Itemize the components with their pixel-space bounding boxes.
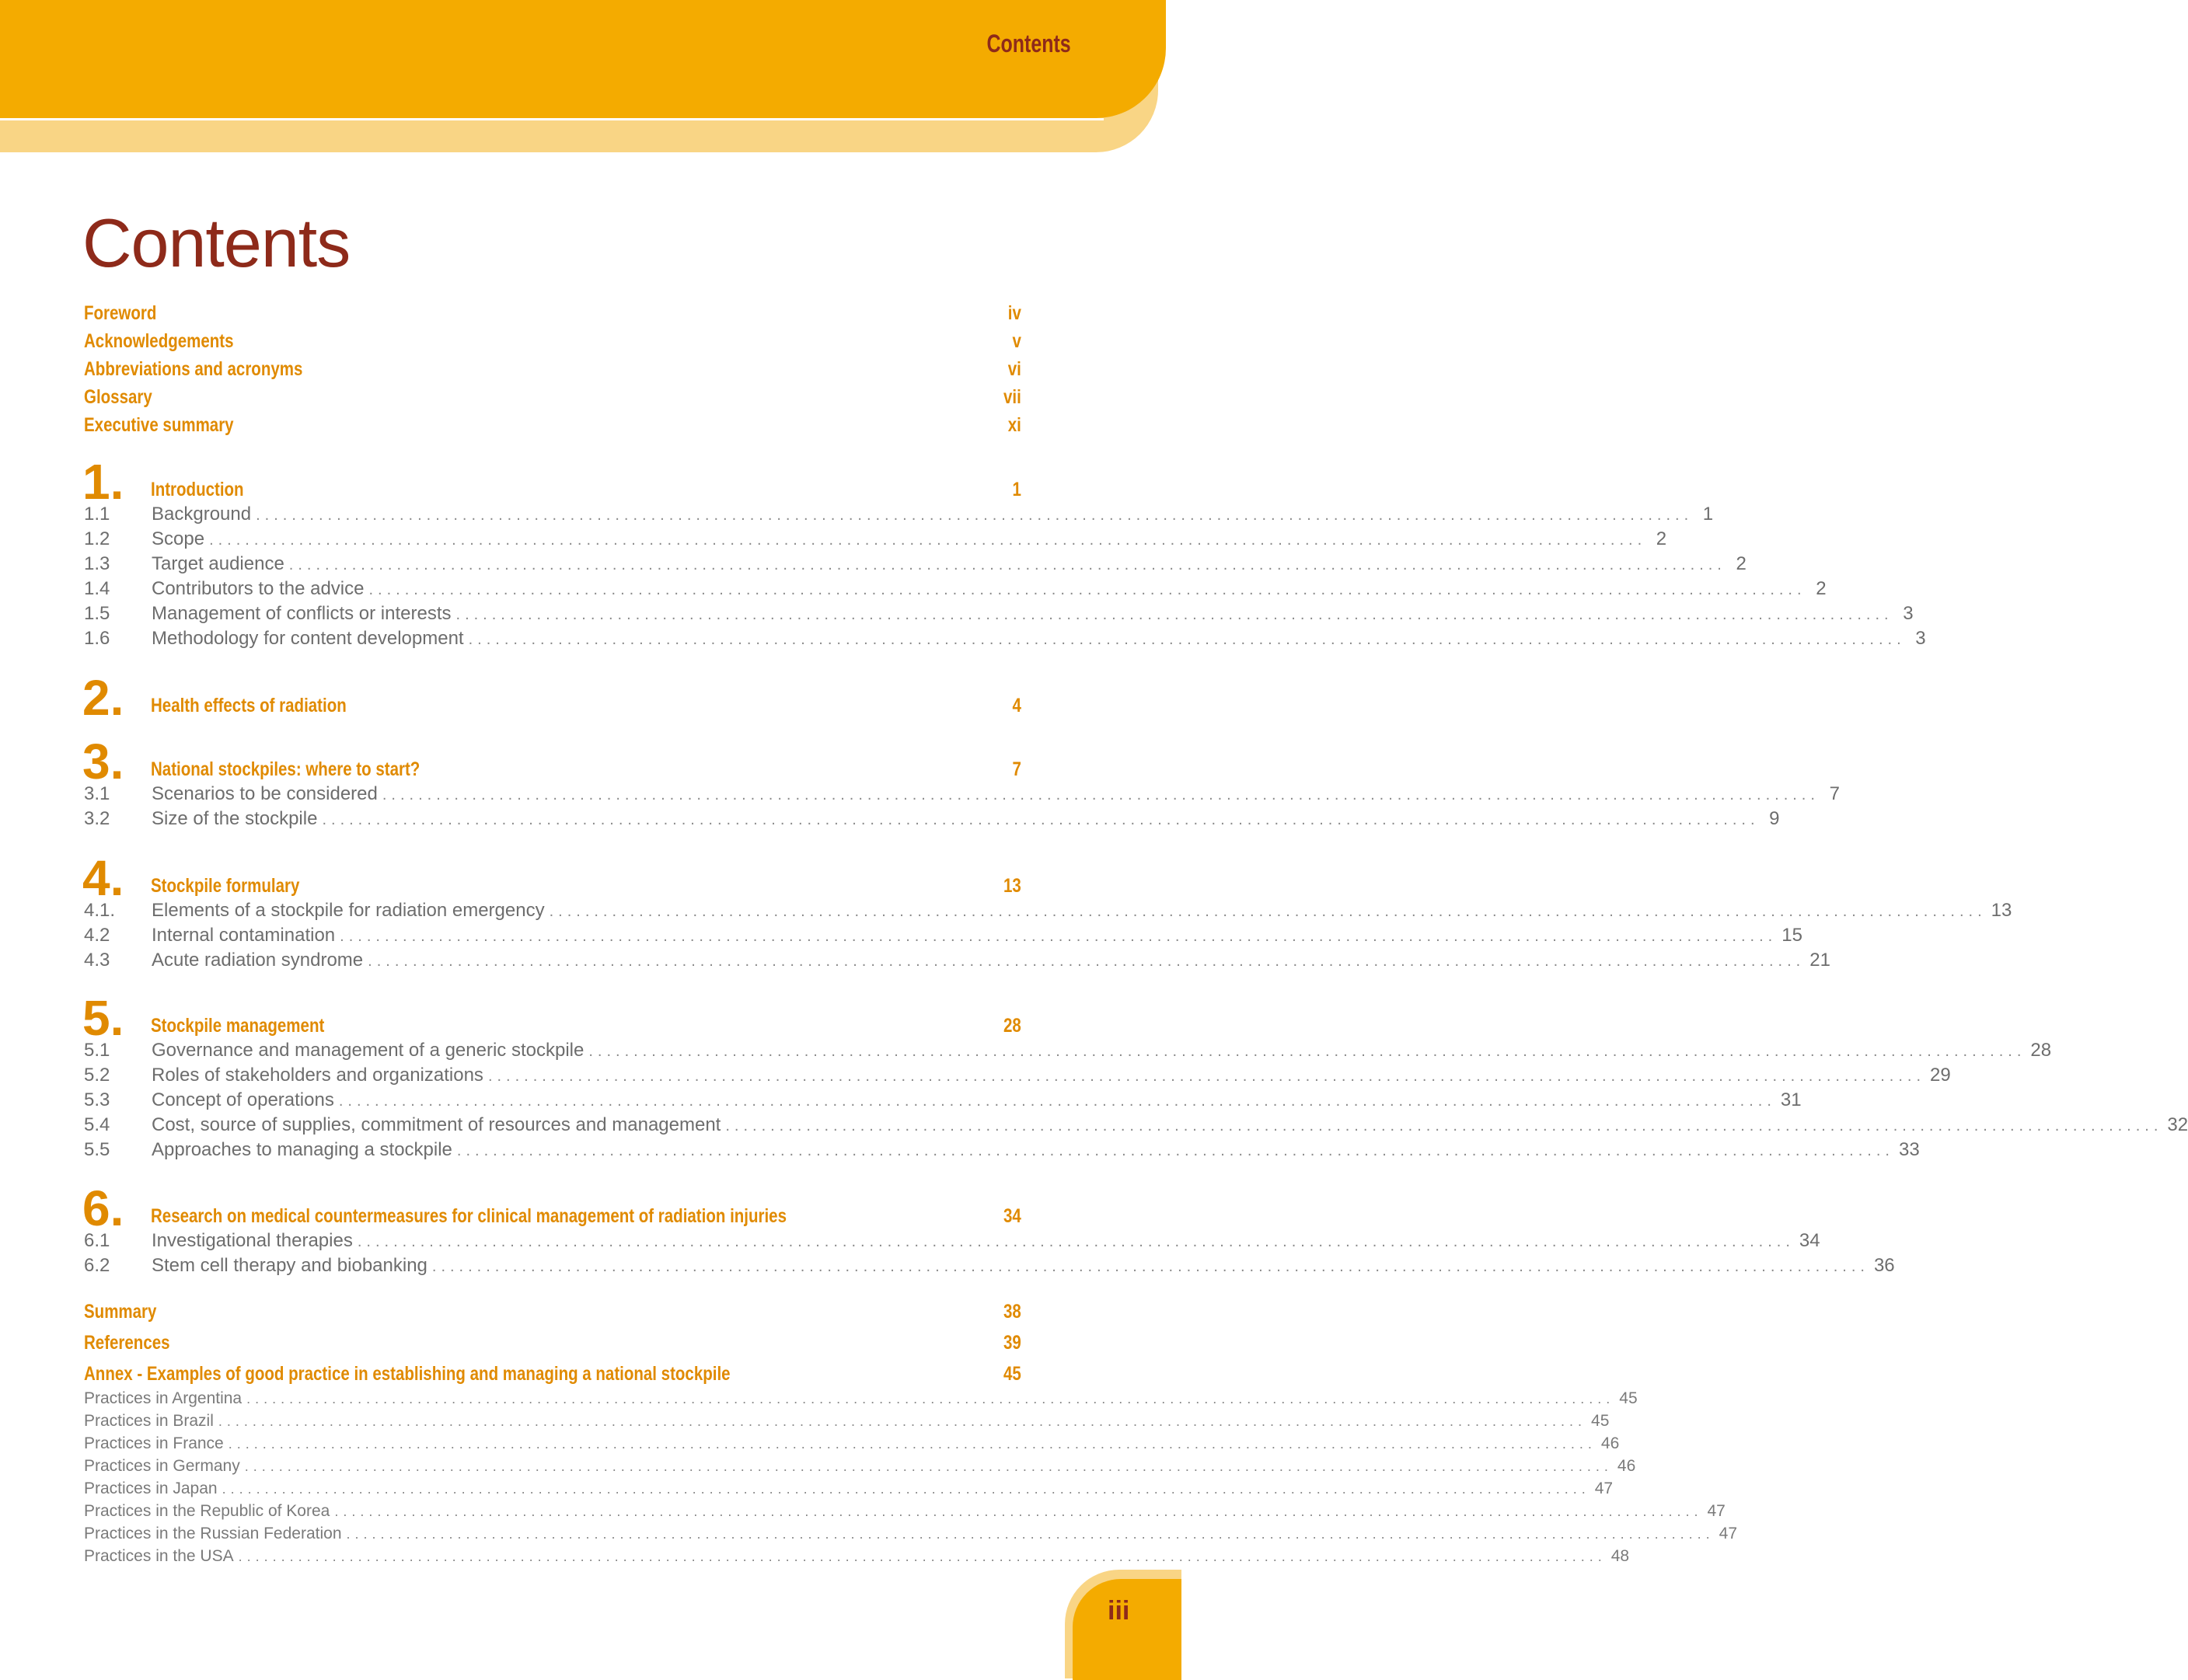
- dot-leader: ................................................................................................................................................................: [228, 1436, 1597, 1452]
- toc-section[interactable]: [84, 528, 1667, 552]
- toc-annex-item[interactable]: [84, 1412, 1610, 1434]
- dot-leader: ................................................................................................................................................................: [487, 1068, 1925, 1085]
- section-number: 5.3: [84, 1089, 110, 1110]
- page-number: iii: [1108, 1596, 1130, 1626]
- chapter-number: 2.: [82, 670, 124, 726]
- section-label: Background: [152, 504, 252, 525]
- chapter-page: 1: [1012, 479, 1021, 500]
- toc-page: 38: [1003, 1301, 1021, 1323]
- dot-leader: ................................................................................................................................................................: [244, 1459, 1613, 1474]
- running-head: Contents: [986, 30, 1071, 58]
- toc-section[interactable]: [84, 950, 1830, 973]
- section-number: 6.2: [84, 1255, 110, 1276]
- toc-section[interactable]: [84, 1255, 1895, 1278]
- chapter-number: 3.: [82, 734, 124, 789]
- annex-page: 47: [1719, 1525, 1738, 1542]
- chapter-title[interactable]: Stockpile management: [151, 1015, 325, 1037]
- toc-section[interactable]: [84, 553, 1747, 577]
- section-label: Investigational therapies: [152, 1230, 353, 1251]
- annex-page: 47: [1707, 1502, 1726, 1520]
- section-label: Cost, source of supplies, commitment of resources and management: [152, 1114, 721, 1135]
- toc-back-references[interactable]: [84, 1332, 1021, 1357]
- toc-section[interactable]: [84, 1065, 1951, 1088]
- dot-leader: ................................................................................................................................................................: [256, 507, 1694, 524]
- dot-leader: ................................................................................................................................................................: [340, 928, 1778, 945]
- chapter-page: 34: [1003, 1205, 1021, 1227]
- annex-label: Practices in the Russian Federation: [84, 1525, 342, 1542]
- section-label: Methodology for content development: [152, 628, 464, 649]
- section-number: 1.5: [84, 603, 110, 624]
- section-number: 3.2: [84, 808, 110, 829]
- toc-page: 45: [1003, 1363, 1021, 1385]
- annex-page: 46: [1600, 1434, 1620, 1452]
- dot-leader: ................................................................................................................................................................: [238, 1549, 1607, 1564]
- toc-front-glossary[interactable]: [84, 386, 1021, 411]
- page-title: Contents: [82, 204, 351, 281]
- section-number: 4.3: [84, 950, 110, 971]
- toc-annex-item[interactable]: [84, 1480, 1614, 1501]
- section-label: Elements of a stockpile for radiation emergency: [152, 900, 545, 921]
- toc-section[interactable]: [84, 1230, 1820, 1253]
- dot-leader: ................................................................................................................................................................: [588, 1043, 2026, 1060]
- section-number: 1.1: [84, 504, 110, 525]
- toc-label: Foreword: [84, 302, 157, 324]
- section-number: 4.1.: [84, 900, 116, 921]
- chapter-page: 13: [1003, 875, 1021, 897]
- toc-annex-item[interactable]: [84, 1502, 1726, 1524]
- toc-annex-item[interactable]: [84, 1434, 1620, 1456]
- dot-leader: ................................................................................................................................................................: [431, 1258, 1869, 1275]
- toc-page: vi: [1007, 358, 1021, 380]
- toc-label: Abbreviations and acronyms: [84, 358, 303, 380]
- section-page: 36: [1873, 1255, 1895, 1276]
- section-number: 1.2: [84, 528, 110, 549]
- chapter-page: 4: [1012, 695, 1021, 716]
- section-page: 21: [1809, 950, 1830, 971]
- toc-label: Acknowledgements: [84, 330, 234, 352]
- dot-leader: ................................................................................................................................................................: [368, 953, 1806, 970]
- section-number: 5.4: [84, 1114, 110, 1135]
- dot-leader: ................................................................................................................................................................: [455, 606, 1893, 623]
- toc-section[interactable]: [84, 1040, 2052, 1063]
- toc-front-executive-summary[interactable]: [84, 414, 1021, 439]
- section-label: Roles of stakeholders and organizations: [152, 1065, 483, 1086]
- section-page: 34: [1799, 1230, 1820, 1251]
- section-number: 4.2: [84, 925, 110, 946]
- dot-leader: ................................................................................................................................................................: [549, 903, 1987, 920]
- chapter-title[interactable]: National stockpiles: where to start?: [151, 758, 421, 780]
- annex-page: 48: [1610, 1547, 1630, 1565]
- section-label: Acute radiation syndrome: [152, 950, 364, 971]
- annex-label: Practices in Argentina: [84, 1389, 243, 1407]
- section-page: 29: [1930, 1065, 1951, 1086]
- chapter-number: 5.: [82, 990, 124, 1046]
- section-page: 32: [2167, 1114, 2188, 1135]
- toc-annex-item[interactable]: [84, 1525, 1738, 1546]
- section-page: 33: [1898, 1139, 1920, 1160]
- toc-section[interactable]: [84, 808, 1780, 831]
- header-band: [0, 0, 1166, 118]
- annex-page: 47: [1594, 1480, 1614, 1497]
- toc-section[interactable]: [84, 1089, 1802, 1113]
- toc-label: Glossary: [84, 386, 152, 408]
- section-number: 3.1: [84, 783, 110, 804]
- chapter-title[interactable]: Research on medical countermeasures for clinical management of radiation injuries: [151, 1205, 787, 1227]
- chapter-number: 1.: [82, 454, 124, 510]
- section-label: Governance and management of a generic stockpile: [152, 1040, 585, 1061]
- section-label: Concept of operations: [152, 1089, 334, 1110]
- section-number: 1.4: [84, 578, 110, 599]
- section-page: 2: [1656, 528, 1667, 549]
- toc-section[interactable]: [84, 925, 1802, 948]
- dot-leader: ................................................................................................................................................................: [368, 581, 1806, 598]
- section-page: 1: [1702, 504, 1714, 525]
- chapter-page: 7: [1012, 758, 1021, 780]
- toc-back-annex[interactable]: [84, 1363, 1021, 1388]
- annex-page: 46: [1617, 1457, 1636, 1475]
- toc-page: iv: [1007, 302, 1021, 324]
- toc-page: v: [1012, 330, 1021, 352]
- toc-label: Summary: [84, 1301, 157, 1323]
- toc-page: vii: [1003, 386, 1021, 408]
- section-page: 7: [1829, 783, 1840, 804]
- section-page: 3: [1903, 603, 1914, 624]
- page-tab: [1073, 1579, 1181, 1680]
- annex-page: 45: [1619, 1389, 1638, 1407]
- dot-leader: ................................................................................................................................................................: [346, 1526, 1715, 1542]
- annex-label: Practices in France: [84, 1434, 224, 1452]
- dot-leader: ................................................................................................................................................................: [357, 1233, 1795, 1250]
- chapter-number: 6.: [82, 1180, 124, 1236]
- section-page: 2: [1736, 553, 1747, 574]
- annex-label: Practices in Germany: [84, 1457, 240, 1475]
- dot-leader: ................................................................................................................................................................: [334, 1504, 1703, 1519]
- section-number: 5.1: [84, 1040, 110, 1061]
- section-page: 2: [1816, 578, 1827, 599]
- toc-section[interactable]: [84, 900, 2012, 923]
- dot-leader: ................................................................................................................................................................: [322, 811, 1760, 828]
- section-label: Internal contamination: [152, 925, 336, 946]
- toc-section[interactable]: [84, 1139, 1920, 1162]
- annex-label: Practices in the USA: [84, 1547, 234, 1565]
- toc-section[interactable]: [84, 603, 1914, 626]
- dot-leader: ................................................................................................................................................................: [725, 1117, 2163, 1135]
- section-label: Scenarios to be considered: [152, 783, 378, 804]
- dot-leader: ................................................................................................................................................................: [222, 1481, 1590, 1497]
- chapter-page: 28: [1003, 1015, 1021, 1037]
- toc-label: Annex - Examples of good practice in establishing and managing a national stockpile: [84, 1363, 731, 1385]
- section-number: 1.3: [84, 553, 110, 574]
- toc-section[interactable]: [84, 628, 1926, 651]
- section-label: Size of the stockpile: [152, 808, 318, 829]
- dot-leader: ................................................................................................................................................................: [382, 786, 1820, 803]
- toc-section[interactable]: [84, 1114, 2188, 1138]
- annex-label: Practices in Brazil: [84, 1412, 214, 1430]
- toc-section[interactable]: [84, 504, 1714, 527]
- section-page: 28: [2030, 1040, 2052, 1061]
- section-label: Scope: [152, 528, 205, 549]
- annex-label: Practices in Japan: [84, 1480, 218, 1497]
- annex-page: 45: [1591, 1412, 1610, 1430]
- dot-leader: ................................................................................................................................................................: [468, 631, 1906, 648]
- toc-page: xi: [1007, 414, 1021, 436]
- section-label: Stem cell therapy and biobanking: [152, 1255, 427, 1276]
- toc-front-foreword[interactable]: [84, 302, 1021, 327]
- header-band-rule: [0, 118, 1104, 120]
- toc-annex-item[interactable]: [84, 1547, 1630, 1569]
- section-number: 5.2: [84, 1065, 110, 1086]
- dot-leader: ................................................................................................................................................................: [218, 1413, 1587, 1429]
- dot-leader: ................................................................................................................................................................: [288, 556, 1726, 573]
- toc-annex-item[interactable]: [84, 1389, 1638, 1411]
- chapter-title[interactable]: Health effects of radiation: [151, 695, 347, 716]
- section-page: 3: [1915, 628, 1926, 649]
- dot-leader: ................................................................................................................................................................: [209, 532, 1647, 549]
- section-number: 5.5: [84, 1139, 110, 1160]
- section-label: Approaches to managing a stockpile: [152, 1139, 452, 1160]
- toc-front-acknowledgements[interactable]: [84, 330, 1021, 355]
- toc-label: Executive summary: [84, 414, 234, 436]
- toc-page: 39: [1003, 1332, 1021, 1354]
- section-page: 15: [1781, 925, 1802, 946]
- section-number: 6.1: [84, 1230, 110, 1251]
- section-number: 1.6: [84, 628, 110, 649]
- toc-section[interactable]: [84, 578, 1827, 601]
- section-label: Target audience: [152, 553, 284, 574]
- chapter-title[interactable]: Introduction: [151, 479, 244, 500]
- toc-front-abbreviations[interactable]: [84, 358, 1021, 383]
- toc-label: References: [84, 1332, 170, 1354]
- section-page: 13: [1991, 900, 2012, 921]
- chapter-title[interactable]: Stockpile formulary: [151, 875, 300, 897]
- dot-leader: ................................................................................................................................................................: [456, 1142, 1894, 1159]
- annex-label: Practices in the Republic of Korea: [84, 1502, 330, 1520]
- section-label: Contributors to the advice: [152, 578, 365, 599]
- section-page: 31: [1780, 1089, 1802, 1110]
- section-label: Management of conflicts or interests: [152, 603, 452, 624]
- section-page: 9: [1769, 808, 1780, 829]
- chapter-number: 4.: [82, 850, 124, 906]
- toc-annex-item[interactable]: [84, 1457, 1636, 1479]
- toc-section[interactable]: [84, 783, 1840, 807]
- dot-leader: ................................................................................................................................................................: [338, 1093, 1776, 1110]
- toc-back-summary[interactable]: [84, 1301, 1021, 1326]
- dot-leader: ................................................................................................................................................................: [246, 1391, 1615, 1406]
